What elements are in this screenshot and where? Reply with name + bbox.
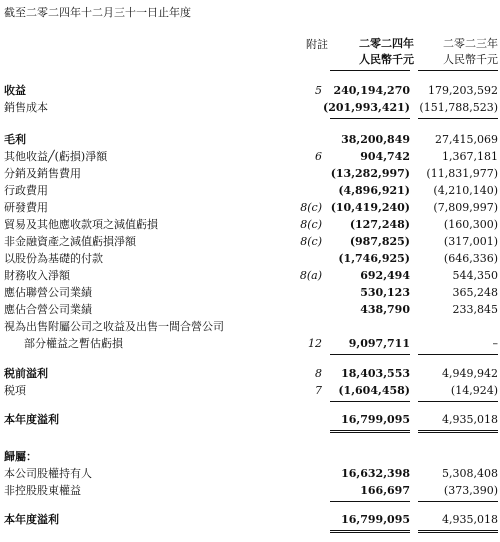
row-note: 7 (315, 384, 322, 397)
row-value-2024: 9,097,711 (348, 337, 410, 350)
row-label: 税前溢利 (4, 367, 48, 380)
table-row (0, 233, 500, 250)
total-double-line-2024 (330, 430, 410, 431)
row-value-2023: 233,845 (452, 303, 498, 316)
row-value-2024: 904,742 (360, 150, 410, 163)
row-value-2024: (10,419,240) (330, 201, 410, 214)
note-column-header: 附註 (306, 38, 328, 51)
row-value-2024: (201,993,421) (323, 101, 410, 114)
row-value-2024: (987,825) (349, 235, 410, 248)
row-value-2023: (151,788,523) (419, 101, 498, 114)
total-double-line-2023 (418, 432, 498, 433)
row-note: 8 (315, 367, 322, 380)
row-label: 本年度溢利 (4, 513, 59, 526)
row-label: 本年度溢利 (4, 413, 59, 426)
subtotal-line-2023 (418, 118, 498, 119)
table-row (0, 382, 500, 399)
column-header-2023 (408, 36, 498, 68)
row-value-2024: 166,697 (360, 484, 410, 497)
table-row (0, 511, 500, 528)
row-value-2023: – (492, 337, 498, 350)
row-note: 8(c) (300, 201, 322, 214)
table-row (0, 411, 500, 428)
row-label: 本公司股權持有人 (4, 467, 92, 480)
row-label: 毛利 (4, 133, 26, 146)
total-double-line-2024 (330, 432, 410, 433)
table-row (0, 448, 500, 465)
column-header-2024 (324, 36, 414, 68)
row-value-2023: (11,831,977) (426, 167, 498, 180)
row-value-2024: 16,632,398 (341, 467, 410, 480)
row-value-2023: 27,415,069 (435, 133, 498, 146)
total-double-line-2023 (418, 530, 498, 531)
table-row (0, 318, 500, 335)
row-value-2024: (1,746,925) (338, 252, 410, 265)
row-value-2023: 4,935,018 (442, 413, 498, 426)
total-double-line-2023 (418, 532, 498, 533)
row-label: 以股份為基礎的付款 (4, 252, 103, 265)
row-note: 12 (308, 337, 322, 350)
row-value-2023: (317,001) (443, 235, 498, 248)
row-value-2023: 5,308,408 (442, 467, 498, 480)
table-row (0, 199, 500, 216)
header-underline-2024 (330, 70, 410, 71)
row-value-2023: (14,924) (450, 384, 498, 397)
row-value-2024: (127,248) (349, 218, 410, 231)
column-header-2023-year: 二零二三年 (443, 37, 498, 50)
row-value-2024: (1,604,458) (338, 384, 410, 397)
table-row (0, 365, 500, 382)
row-label: 行政費用 (4, 184, 48, 197)
table-row (0, 182, 500, 199)
table-row (0, 482, 500, 499)
header-underline-2023 (418, 70, 498, 71)
subtotal-line-2024 (330, 354, 410, 355)
table-row (0, 148, 500, 165)
column-header-2023-unit: 人民幣千元 (443, 53, 498, 66)
row-value-2024: 16,799,095 (341, 413, 410, 426)
row-label: 其他收益╱(虧損)淨額 (4, 150, 108, 163)
row-label: 歸屬： (4, 450, 37, 463)
row-label: 貿易及其他應收款項之減值虧損 (4, 218, 158, 231)
row-value-2023: 179,203,592 (428, 84, 498, 97)
row-value-2023: (373,390) (443, 484, 498, 497)
table-row (0, 216, 500, 233)
row-value-2023: 544,350 (452, 269, 498, 282)
subtotal-line-2024 (330, 118, 410, 119)
total-double-line-2024 (330, 532, 410, 533)
row-note: 8(c) (300, 218, 322, 231)
row-value-2023: (160,300) (443, 218, 498, 231)
subtotal-line-2023 (418, 501, 498, 502)
row-label: 收益 (4, 84, 26, 97)
row-value-2023: 1,367,181 (442, 150, 498, 163)
table-row (0, 284, 500, 301)
row-label: 銷售成本 (4, 101, 48, 114)
row-label: 財務收入淨額 (4, 269, 70, 282)
total-double-line-2023 (418, 430, 498, 431)
row-value-2024: 16,799,095 (341, 513, 410, 526)
row-value-2023: 4,949,942 (442, 367, 498, 380)
row-value-2024: 38,200,849 (341, 133, 410, 146)
row-label: 應佔合營公司業績 (4, 303, 92, 316)
row-label: 應佔聯營公司業績 (4, 286, 92, 299)
column-header-2024-unit: 人民幣千元 (359, 53, 414, 66)
row-note: 6 (315, 150, 322, 163)
table-row (0, 465, 500, 482)
subtotal-line-2023 (418, 354, 498, 355)
row-label: 分銷及銷售費用 (4, 167, 81, 180)
row-label: 非金融資產之減值虧損淨額 (4, 235, 136, 248)
table-row (0, 250, 500, 267)
row-label: 税項 (4, 384, 26, 397)
row-label: 部分權益之暫估虧損 (24, 337, 123, 350)
subtotal-line-2024 (330, 501, 410, 502)
table-row (0, 267, 500, 284)
row-value-2024: 530,123 (360, 286, 410, 299)
table-row (0, 165, 500, 182)
column-header-2024-year: 二零二四年 (359, 37, 414, 50)
row-value-2024: 438,790 (360, 303, 410, 316)
row-value-2023: 365,248 (452, 286, 498, 299)
row-value-2023: (4,210,140) (433, 184, 498, 197)
row-label: 非控股股東權益 (4, 484, 81, 497)
row-value-2024: 18,403,553 (341, 367, 410, 380)
table-row (0, 82, 500, 99)
row-value-2023: (7,809,997) (433, 201, 498, 214)
total-double-line-2024 (330, 530, 410, 531)
subtotal-line-2023 (418, 401, 498, 402)
row-label: 視為出售附屬公司之收益及出售一間合營公司 (4, 320, 224, 333)
row-note: 5 (315, 84, 322, 97)
row-value-2024: 692,494 (360, 269, 410, 282)
table-row (0, 131, 500, 148)
statement-period-title: 截至二零二四年十二月三十一日止年度 (4, 6, 191, 19)
table-row (0, 99, 500, 116)
row-value-2024: (4,896,921) (338, 184, 410, 197)
table-row (0, 301, 500, 318)
row-note: 8(a) (299, 269, 322, 282)
row-note: 8(c) (300, 235, 322, 248)
subtotal-line-2024 (330, 401, 410, 402)
row-value-2023: (646,336) (443, 252, 498, 265)
row-value-2023: 4,935,018 (442, 513, 498, 526)
row-label: 研發費用 (4, 201, 48, 214)
row-value-2024: (13,282,997) (330, 167, 410, 180)
table-row (0, 335, 500, 352)
row-value-2024: 240,194,270 (333, 84, 410, 97)
